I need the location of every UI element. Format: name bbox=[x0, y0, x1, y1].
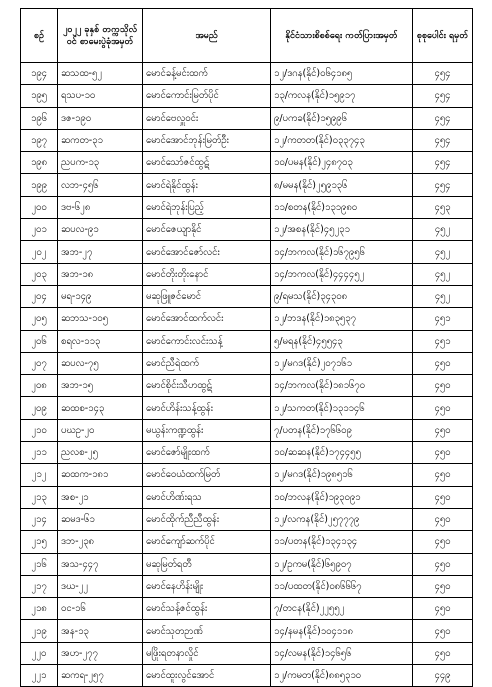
header-name: အမည် bbox=[143, 9, 271, 63]
table-row bbox=[21, 352, 473, 374]
name-cell: မောင်အောင်ထက်လင်း bbox=[143, 308, 271, 330]
nrc-cell: ၁၂/ကမတ(နိုင်)၈၈၅၃၁၀ bbox=[271, 665, 413, 687]
total-marks-cell: ၄၅၀ bbox=[413, 419, 473, 441]
nrc-cell: ၅/မရန(နိုင်)၄၅၅၄၃ bbox=[271, 330, 413, 352]
total-marks-cell: ၄၅၀ bbox=[413, 442, 473, 464]
total-marks-cell: ၄၅၄ bbox=[413, 129, 473, 151]
total-marks-cell: ၄၅၁ bbox=[413, 308, 473, 330]
roll-number-cell: ဆကတ-၃၁ bbox=[58, 129, 143, 151]
roll-number-cell: အသ-၄၄၇ bbox=[58, 553, 143, 575]
name-cell: မောင်ထိုက်ညီညီထွန်း bbox=[143, 508, 271, 530]
header-serial: စဉ် bbox=[21, 9, 58, 63]
total-marks-cell: ၄၅၂ bbox=[413, 219, 473, 241]
name-cell: မောင်ဇော်မျိုးထက် bbox=[143, 442, 271, 464]
table-row bbox=[21, 553, 473, 575]
roll-number-cell: ဒဃ-၂၂ bbox=[58, 575, 143, 597]
serial-cell: ၂၀၃ bbox=[21, 263, 58, 285]
serial-cell: ၂၁၆ bbox=[21, 553, 58, 575]
nrc-cell: ၁၁/စတန(နိုင်)၁၃၁၉၈၀ bbox=[271, 196, 413, 218]
total-marks-cell: ၄၅၂ bbox=[413, 263, 473, 285]
serial-cell: ၂၀၄ bbox=[21, 285, 58, 307]
nrc-cell: ၁၀/ပမန(နိုင်)၂၄၈၇၀၃ bbox=[271, 152, 413, 174]
total-marks-cell: ၄၅၀ bbox=[413, 508, 473, 530]
roll-number-cell: ဆထစ-၁၄၃ bbox=[58, 397, 143, 419]
name-cell: မောင်ဟိဏ်းရသ bbox=[143, 486, 271, 508]
serial-cell: ၂၁၇ bbox=[21, 575, 58, 597]
total-marks-cell: ၄၅၄ bbox=[413, 174, 473, 196]
total-marks-cell: ၄၅၀ bbox=[413, 486, 473, 508]
roll-number-cell: အစ-၂၁ bbox=[58, 486, 143, 508]
roll-number-cell: အန-၁၃ bbox=[58, 620, 143, 642]
name-cell: မောင်နေဟိန်းမျိုး bbox=[143, 575, 271, 597]
serial-cell: ၂၁၀ bbox=[21, 419, 58, 441]
serial-cell: ၂၁၁ bbox=[21, 442, 58, 464]
nrc-cell: ၁၂/ဘဒန(နိုင်)၁၈၃၅၃၇ bbox=[271, 308, 413, 330]
name-cell: မောင်ခန့်မင်းထက် bbox=[143, 63, 271, 85]
table-row bbox=[21, 642, 473, 664]
table-row bbox=[21, 508, 473, 530]
total-marks-cell: ၄၅၀ bbox=[413, 575, 473, 597]
name-cell: မောင်အောင်ဇော်လင်း bbox=[143, 241, 271, 263]
nrc-cell: ၁၂/ဒဂန(နိုင်)၀၆၄၁၈၅ bbox=[271, 63, 413, 85]
header-roll-number: ၂၀၂၂ ခုနှစ် တက္ကသိုလ်ဝင် စာမေးပွဲခုံအမှတ် bbox=[58, 9, 143, 63]
roll-number-cell: မရ-၁၄၉ bbox=[58, 285, 143, 307]
total-marks-cell: ၄၅၃ bbox=[413, 196, 473, 218]
nrc-cell: ၁၂/သကတ(နိုင်)၁၃၁၁၄၆ bbox=[271, 397, 413, 419]
nrc-cell: ၁၄/ဘကလ(နိုင်)၁၈၁၆၇၀ bbox=[271, 375, 413, 397]
table-row bbox=[21, 442, 473, 464]
nrc-cell: ၇/ပတန(နိုင်)၁၇၆၆၀၉ bbox=[271, 419, 413, 441]
results-table bbox=[20, 8, 473, 687]
roll-number-cell: ညလစ-၂၅ bbox=[58, 442, 143, 464]
total-marks-cell: ၄၅၀ bbox=[413, 620, 473, 642]
header-nrc: နိုင်ငံသားစိစစ်ရေး ကတ်ပြားအမှတ် bbox=[271, 9, 413, 63]
total-marks-cell: ၄၅၀ bbox=[413, 352, 473, 374]
name-cell: မောင်ထူးလွင်အောင် bbox=[143, 665, 271, 687]
roll-number-cell: စရလ-၁၁၃ bbox=[58, 330, 143, 352]
nrc-cell: ၈/မမန(နိုင်)၂၅၉၁၃၆ bbox=[271, 174, 413, 196]
serial-cell: ၂၁၄ bbox=[21, 508, 58, 530]
table-row bbox=[21, 598, 473, 620]
serial-cell: ၁၉၈ bbox=[21, 152, 58, 174]
table-row bbox=[21, 397, 473, 419]
table-row bbox=[21, 375, 473, 397]
roll-number-cell: ဒဇ-၁၉၀ bbox=[58, 107, 143, 129]
table-row bbox=[21, 196, 473, 218]
total-marks-cell: ၄၅၂ bbox=[413, 285, 473, 307]
nrc-cell: ၁၁/ပတန(နိုင်)၁၃၄၁၃၄ bbox=[271, 531, 413, 553]
name-cell: မယွန်းကဏ္ဍထွန်း bbox=[143, 419, 271, 441]
results-page bbox=[20, 8, 472, 687]
roll-number-cell: အဘ-၁၅ bbox=[58, 375, 143, 397]
table-row bbox=[21, 419, 473, 441]
name-cell: မဖြိုးရတနာလှိုင် bbox=[143, 642, 271, 664]
total-marks-cell: ၄၅၀ bbox=[413, 598, 473, 620]
total-marks-cell: ၄၅၀ bbox=[413, 553, 473, 575]
serial-cell: ၁၉၉ bbox=[21, 174, 58, 196]
table-row bbox=[21, 107, 473, 129]
name-cell: မောင်ဟိန်းသန့်ထွန်း bbox=[143, 397, 271, 419]
header-total-marks: စုစုပေါင်း ရမှတ် bbox=[413, 9, 473, 63]
nrc-cell: ၁၂/မဂဒ(နိုင်)၂၀၇၁၆၁ bbox=[271, 352, 413, 374]
nrc-cell: ၁၂/လကန(နိုင်)၂၅၇၇၇၉ bbox=[271, 508, 413, 530]
serial-cell: ၂၁၂ bbox=[21, 464, 58, 486]
table-row bbox=[21, 85, 473, 107]
serial-cell: ၂၀၁ bbox=[21, 219, 58, 241]
name-cell: မောင်ကျော်ဆက်ပိုင် bbox=[143, 531, 271, 553]
total-marks-cell: ၄၅၄ bbox=[413, 152, 473, 174]
serial-cell: ၂၂၁ bbox=[21, 665, 58, 687]
total-marks-cell: ၄၅၄ bbox=[413, 85, 473, 107]
roll-number-cell: ရသပ-၁၀ bbox=[58, 85, 143, 107]
table-row bbox=[21, 531, 473, 553]
table-row bbox=[21, 285, 473, 307]
table-row bbox=[21, 219, 473, 241]
name-cell: မောင်စိုင်းသီဟထွဋ် bbox=[143, 375, 271, 397]
serial-cell: ၂၀၉ bbox=[21, 397, 58, 419]
name-cell: မဆုဖြူဇင်မောင် bbox=[143, 285, 271, 307]
total-marks-cell: ၄၄၉ bbox=[413, 665, 473, 687]
roll-number-cell: အဘ-၂၇ bbox=[58, 241, 143, 263]
nrc-cell: ၁၃/ကလန(နိုင်)၁၅၉၁၇ bbox=[271, 85, 413, 107]
roll-number-cell: ဒဗ-၆၂၈ bbox=[58, 196, 143, 218]
roll-number-cell: ဒဘ-၂၃၈ bbox=[58, 531, 143, 553]
serial-cell: ၁၉၅ bbox=[21, 85, 58, 107]
serial-cell: ၂၁၅ bbox=[21, 531, 58, 553]
total-marks-cell: ၄၅၄ bbox=[413, 63, 473, 85]
roll-number-cell: ဝင-၁၆ bbox=[58, 598, 143, 620]
table-row bbox=[21, 263, 473, 285]
nrc-cell: ၉/ရမသ(နိုင်)၃၄၃၀၈ bbox=[271, 285, 413, 307]
name-cell: မောင်ရဲနိုင်ထွန်း bbox=[143, 174, 271, 196]
table-row bbox=[21, 464, 473, 486]
table-row bbox=[21, 63, 473, 85]
nrc-cell: ၁၂/အစန(နိုင်)၄၅၂၃၁ bbox=[271, 219, 413, 241]
nrc-cell: ၁၂/မဂဒ(နိုင်)၁၉၈၅၁၆ bbox=[271, 464, 413, 486]
name-cell: မောင်ကောင်းလင်းသန့် bbox=[143, 330, 271, 352]
nrc-cell: ၇/တငန(နိုင်)၂၂၅၅၂ bbox=[271, 598, 413, 620]
nrc-cell: ၁၀/ဆဆန(နိုင်)၁၇၄၄၅၅ bbox=[271, 442, 413, 464]
serial-cell: ၁၉၄ bbox=[21, 63, 58, 85]
table-row bbox=[21, 308, 473, 330]
table-row bbox=[21, 486, 473, 508]
name-cell: မောင်ဝေယံထက်မြတ် bbox=[143, 464, 271, 486]
name-cell: မောင်ညီရဲထက် bbox=[143, 352, 271, 374]
table-body bbox=[21, 63, 473, 687]
name-cell: မောင်သော်ဇင်ထွဋ် bbox=[143, 152, 271, 174]
roll-number-cell: အဟ-၂၇၇ bbox=[58, 642, 143, 664]
total-marks-cell: ၄၅၂ bbox=[413, 241, 473, 263]
total-marks-cell: ၄၅၄ bbox=[413, 107, 473, 129]
nrc-cell: ၁၄/ဘကလ(နိုင်)၁၆၇၉၅၆ bbox=[271, 241, 413, 263]
name-cell: မောင်ရဲဘုန်းပြည့် bbox=[143, 196, 271, 218]
serial-cell: ၂၀၅ bbox=[21, 308, 58, 330]
serial-cell: ၂၀၈ bbox=[21, 375, 58, 397]
total-marks-cell: ၄၅၀ bbox=[413, 397, 473, 419]
serial-cell: ၁၉၆ bbox=[21, 107, 58, 129]
table-row bbox=[21, 174, 473, 196]
nrc-cell: ၁၂/ဥကမ(နိုင်)၆၅၉၀၇ bbox=[271, 553, 413, 575]
name-cell: မောင်အောင်ဘုန်းမြတ်ဦး bbox=[143, 129, 271, 151]
table-row bbox=[21, 241, 473, 263]
roll-number-cell: ဆထက-၁၈၁ bbox=[58, 464, 143, 486]
name-cell: မောင်သုတဉာဏ် bbox=[143, 620, 271, 642]
name-cell: မောင်တိုးတိုးနောင် bbox=[143, 263, 271, 285]
table-row bbox=[21, 129, 473, 151]
serial-cell: ၂၀၂ bbox=[21, 241, 58, 263]
total-marks-cell: ၄၅၀ bbox=[413, 375, 473, 397]
serial-cell: ၂၁၈ bbox=[21, 598, 58, 620]
total-marks-cell: ၄၅၀ bbox=[413, 642, 473, 664]
nrc-cell: ၁၂/ကတတ(နိုင်)၀၃၃၇၄၃ bbox=[271, 129, 413, 151]
roll-number-cell: ဆပလ-၉၁ bbox=[58, 219, 143, 241]
serial-cell: ၂၀၀ bbox=[21, 196, 58, 218]
table-row bbox=[21, 152, 473, 174]
nrc-cell: ၁၄/ဘကလ(နိုင်)၄၄၄၄၅၂ bbox=[271, 263, 413, 285]
name-cell: မောင်ဇေယျာနိုင် bbox=[143, 219, 271, 241]
roll-number-cell: ဆပလ-၇၅ bbox=[58, 352, 143, 374]
table-row bbox=[21, 620, 473, 642]
nrc-cell: ၁၁/ပထတ(နိုင်)၀၈၆၆၆၇ bbox=[271, 575, 413, 597]
roll-number-cell: လဘ-၄၅၆ bbox=[58, 174, 143, 196]
serial-cell: ၁၉၇ bbox=[21, 129, 58, 151]
roll-number-cell: ဆသထ-၅၂ bbox=[58, 63, 143, 85]
name-cell: မောင်ကောင်းမြတ်ပိုင် bbox=[143, 85, 271, 107]
name-cell: မောင်ဗေလှူဝင်း bbox=[143, 107, 271, 129]
total-marks-cell: ၄၅၁ bbox=[413, 330, 473, 352]
serial-cell: ၂၀၇ bbox=[21, 352, 58, 374]
roll-number-cell: ညပက-၁၃ bbox=[58, 152, 143, 174]
roll-number-cell: ဆမဒ-၆၁ bbox=[58, 508, 143, 530]
serial-cell: ၂၂၀ bbox=[21, 642, 58, 664]
table-row bbox=[21, 665, 473, 687]
name-cell: မဆုမြတ်ရတီ bbox=[143, 553, 271, 575]
table-row bbox=[21, 575, 473, 597]
nrc-cell: ၁၀/ဘလန(နိုင်)၁၉၃၀၉၁ bbox=[271, 486, 413, 508]
roll-number-cell: အဘ-၁၈ bbox=[58, 263, 143, 285]
serial-cell: ၂၀၆ bbox=[21, 330, 58, 352]
roll-number-cell: ဆဘသ-၁၀၅ bbox=[58, 308, 143, 330]
total-marks-cell: ၄၅၀ bbox=[413, 531, 473, 553]
table-row bbox=[21, 330, 473, 352]
nrc-cell: ၁၄/နမန(နိုင်)၁၀၄၁၁၈ bbox=[271, 620, 413, 642]
serial-cell: ၂၁၉ bbox=[21, 620, 58, 642]
nrc-cell: ၁၄/လမန(နိုင်)၁၄၆၅၆ bbox=[271, 642, 413, 664]
total-marks-cell: ၄၅၀ bbox=[413, 464, 473, 486]
table-header-row bbox=[21, 9, 473, 63]
name-cell: မောင်သန့်ဇင်ထွန်း bbox=[143, 598, 271, 620]
serial-cell: ၂၁၃ bbox=[21, 486, 58, 508]
roll-number-cell: ဆကရ-၂၅၇ bbox=[58, 665, 143, 687]
roll-number-cell: ပဃဥ-၂၀ bbox=[58, 419, 143, 441]
nrc-cell: ၉/ပကခ(နိုင်)၁၅၉၉၆ bbox=[271, 107, 413, 129]
